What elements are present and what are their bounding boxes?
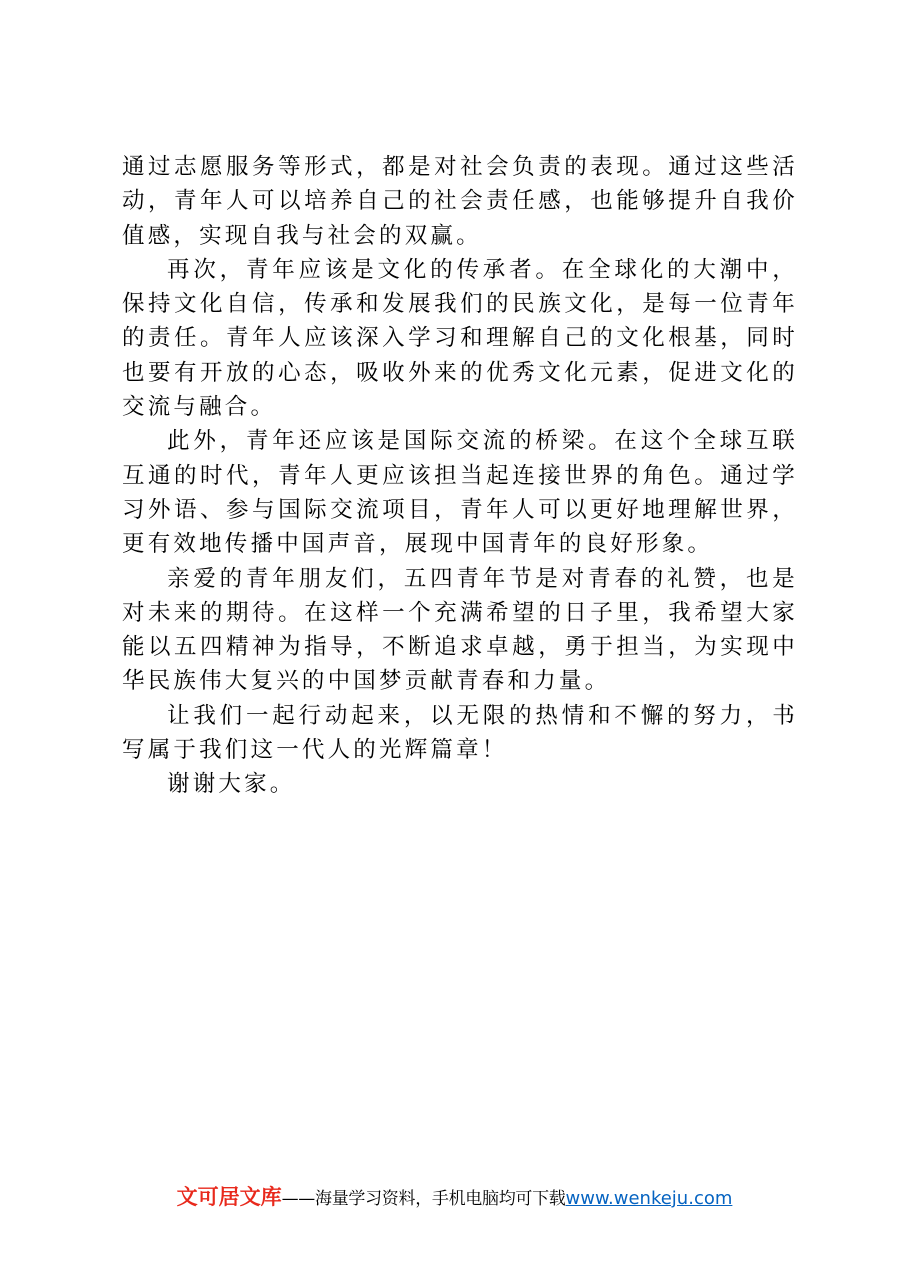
- document-body: [122, 150, 798, 802]
- paragraph: 通过志愿服务等形式，都是对社会负责的表现。通过这些活动，青年人可以培养自己的社会责任感，也能够提升自我价值感，实现自我与社会的双赢。: [122, 154, 798, 249]
- footer-banner: [0, 1181, 909, 1211]
- paragraph: 谢谢大家。: [167, 771, 296, 798]
- footer-link[interactable]: www.wenkeju.com: [565, 1188, 733, 1209]
- paragraph: 此外，青年还应该是国际交流的桥梁。在这个全球互联互通的时代，青年人更应该担当起连接世界的角色。通过学习外语、参与国际交流项目，青年人可以更好地理解世界，更有效地传播中国声音，展现中国青年的良好形象。: [122, 428, 798, 558]
- footer-brand: 文可居文库: [176, 1185, 282, 1209]
- paragraph: 亲爱的青年朋友们，五四青年节是对青春的礼赞，也是对未来的期待。在这样一个充满希望的日子里，我希望大家能以五四精神为指导，不断追求卓越，勇于担当，为实现中华民族伟大复兴的中国梦贡献青春和力量。: [122, 565, 798, 695]
- paragraph: 让我们一起行动起来，以无限的热情和不懈的努力，书写属于我们这一代人的光辉篇章！: [122, 702, 798, 764]
- paragraph: 再次，青年应该是文化的传承者。在全球化的大潮中，保持文化自信，传承和发展我们的民族文化，是每一位青年的责任。青年人应该深入学习和理解自己的文化根基，同时也要有开放的心态，吸收外来的优秀文化元素，促进文化的交流与融合。: [122, 256, 798, 421]
- footer-tagline: ——海量学习资料，手机电脑均可下载: [281, 1189, 566, 1209]
